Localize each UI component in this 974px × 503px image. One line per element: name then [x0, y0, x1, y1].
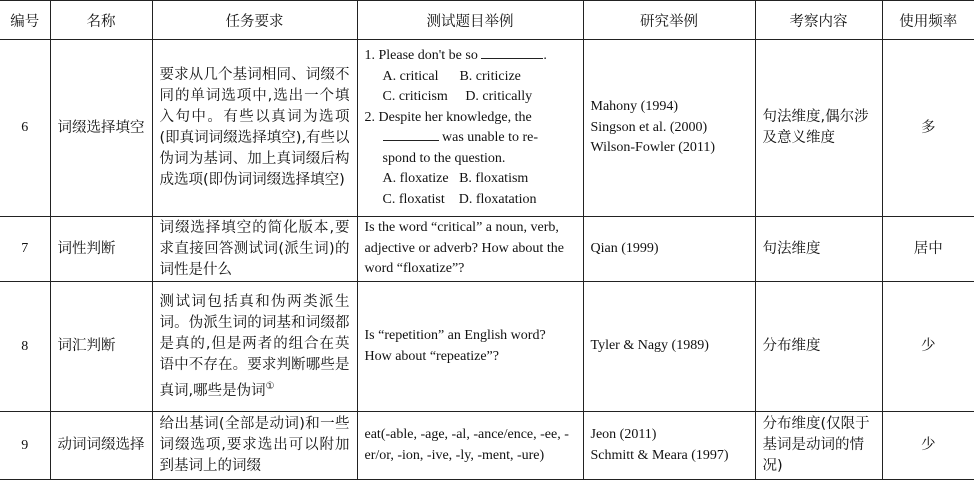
footnote-marker: ①: [265, 380, 275, 392]
example-q2-line1: 2. Despite her knowledge, the: [364, 109, 532, 125]
answer-blank: [481, 46, 543, 59]
row-task-text: 测试词包括真和伪两类派生词。伪派生词的词基和词缀都是真的,但是两者的组合在英语中不存在。要求判断哪些是真词,哪些是伪词: [159, 293, 350, 399]
row-frequency: 多: [882, 40, 974, 217]
table-row: [0, 40, 974, 217]
example-q2-line3: spond to the question.: [382, 150, 506, 166]
example-q2-options-2: C. floxatist D. floxatation: [382, 191, 537, 207]
study-item: Mahony (1994): [590, 99, 678, 115]
row-name: 动词词缀选择: [50, 412, 152, 480]
row-task: 给出基词(全部是动词)和一些词缀选项,要求选出可以附加到基词上的词缀: [152, 412, 357, 480]
row-id: 9: [0, 412, 50, 480]
table-header-row: [0, 1, 974, 40]
header-example: 测试题目举例: [357, 1, 583, 40]
row-content: 分布维度: [755, 282, 882, 412]
example-q1-end: .: [543, 48, 547, 63]
row-studies: [583, 412, 755, 480]
example-q1-start: 1. Please don't be so: [364, 48, 478, 63]
row-id: 7: [0, 217, 50, 282]
example-q1-options-1: A. critical B. criticize: [382, 68, 521, 84]
row-content: 句法维度,偶尔涉及意义维度: [755, 40, 882, 217]
table-row: [0, 282, 974, 412]
answer-blank: [383, 128, 439, 141]
row-content: 分布维度(仅限于基词是动词的情况): [755, 412, 882, 480]
study-item: Wilson-Fowler (2011): [590, 140, 716, 156]
row-frequency: 居中: [882, 217, 974, 282]
header-id: 编号: [0, 1, 50, 40]
study-item: Qian (1999): [590, 240, 659, 256]
study-item: Tyler & Nagy (1989): [590, 338, 709, 354]
study-item: Schmitt & Meara (1997): [590, 447, 729, 463]
row-frequency: 少: [882, 412, 974, 480]
row-name: 词性判断: [50, 217, 152, 282]
header-task: 任务要求: [152, 1, 357, 40]
row-studies: [583, 40, 755, 217]
header-name: 名称: [50, 1, 152, 40]
header-frequency: 使用频率: [882, 1, 974, 40]
row-example: [357, 40, 583, 217]
row-example: Is the word “critical” a noun, verb, adjective or adverb? How about the word “floxatize”?: [357, 217, 583, 282]
row-task: 要求从几个基词相同、词缀不同的单词选项中,选出一个填入句中。有些以真词为选项(即真词词缀选择填空),有些以伪词为基词、加上真词缀后构成选项(即伪词词缀选择填空): [152, 40, 357, 217]
row-task: [152, 282, 357, 412]
row-task: 词缀选择填空的简化版本,要求直接回答测试词(派生词)的词性是什么: [152, 217, 357, 282]
row-name: 词汇判断: [50, 282, 152, 412]
example-q2-options-1: A. floxatize B. floxatism: [382, 171, 529, 186]
header-content: 考察内容: [755, 1, 882, 40]
row-id: 8: [0, 282, 50, 412]
table-row: [0, 217, 974, 282]
study-item: Jeon (2011): [590, 427, 657, 442]
row-id: 6: [0, 40, 50, 217]
study-item: Singson et al. (2000): [590, 119, 708, 135]
example-q2-line2: was unable to re-: [442, 130, 539, 145]
row-studies: [583, 217, 755, 282]
row-example: eat(-able, -age, -al, -ance/ence, -ee, -er/or, -ion, -ive, -ly, -ment, -ure): [357, 412, 583, 480]
example-q1-options-2: C. criticism D. critically: [382, 89, 533, 104]
header-studies: 研究举例: [583, 1, 755, 40]
row-content: 句法维度: [755, 217, 882, 282]
row-name: 词缀选择填空: [50, 40, 152, 217]
row-example: Is “repetition” an English word? How about “repeatize”?: [357, 282, 583, 412]
row-frequency: 少: [882, 282, 974, 412]
table-row: [0, 412, 974, 480]
row-studies: [583, 282, 755, 412]
